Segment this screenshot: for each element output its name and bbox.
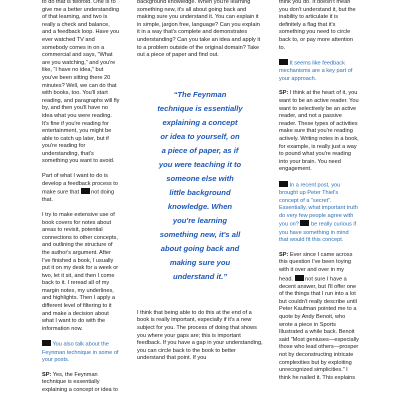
- pull-quote-line: knowledge. When: [167, 201, 233, 211]
- question-text: It seems like feedback mechanisms are a key part of your approach.: [279, 60, 353, 82]
- paragraph-text: Part of what I want to do is develop a feedback process to make sure that: [42, 173, 118, 196]
- pull-quote-line: you're learning: [172, 215, 228, 225]
- paragraph: background knowledge. When you're learning something new, it's all about going back and making sure you understand it. You can explain it in simple, jargon free, language? Can you explain it in a way that's complete and demonstrates understanding? Can you take an idea and apply it to a problem outside of the original domain? Take out a piece of paper and find out.: [137, 0, 261, 59]
- pull-quote-line: technique is essentially: [157, 103, 243, 113]
- pull-quote-line: explaining a concept: [162, 117, 238, 127]
- speaker-label: SP:: [279, 251, 289, 258]
- pull-quote-line: or idea to yourself, on: [160, 131, 240, 141]
- redaction-block: [300, 220, 309, 226]
- question-text: You also talk about the Feynman technique in some of your posts.: [42, 341, 119, 364]
- interview-answer: [279, 252, 359, 383]
- speaker-label: SP:: [279, 90, 289, 97]
- interview-question: [279, 181, 359, 245]
- pull-quote-line: a piece of paper, as if: [161, 145, 239, 155]
- redaction-block: [42, 340, 51, 346]
- column-right: [279, 0, 359, 389]
- pull-quote-line: you were teaching it to: [158, 159, 242, 169]
- interview-answer: [42, 372, 120, 395]
- speaker-label: SP:: [42, 371, 52, 378]
- answer-text: not sure I have a decent answer, but I'll offer one of the things that I run into a lot but couldn't really describe until Peter Kaufman pointed me to a quote by Andy Benoit, who wrote a piece in Sports Illustrated a while back. Benoit said “Most geniuses—especially those who lead others—prosper not by deconstructing intricate complexities but by exploiting unrecognized simplicities.” I think he nailed it. This explains: [279, 276, 359, 381]
- paragraph: [42, 173, 120, 205]
- question-text: In a recent post, you brought up Peter Thiel's concept of a “secret”. Essentially, what important truth do very few people agree with you on?: [279, 182, 358, 228]
- redaction-block: [295, 275, 304, 281]
- redaction-block: [279, 181, 288, 187]
- pull-quote-line: someone else with: [166, 173, 234, 183]
- pull-quote-line: little background: [169, 187, 231, 197]
- pull-quote-line: making sure you: [169, 257, 231, 267]
- paragraph-text: not doing that.: [42, 189, 115, 204]
- column-middle: [137, 0, 263, 370]
- answer-text: Ever since I came across this question I've been toying with it over and over in my head.: [279, 251, 353, 282]
- paragraph: I try to make extensive use of book covers for notes about areas to revisit, potential connections to other concepts, and outlining the structure of the author's argument. After I've finished a book, I usually put it on my desk for a week or two, let it sit, and then I come back to it. I reread all of my margin notes, my underlines, and highlights. Then I apply a different level of filtering to it and make a decision about what I want to do with the information now.: [42, 211, 119, 332]
- pull-quote: [145, 88, 255, 284]
- column-left: [42, 0, 120, 400]
- interview-answer: [279, 90, 359, 174]
- pull-quote-line: about going back and: [160, 243, 240, 253]
- paragraph: think you do. It doesn't mean you don't understand it, but the inability to articulate it is definitely a flag that it's something you need to circle back to, or pay more attention to.: [279, 0, 356, 51]
- interview-question: [42, 340, 120, 364]
- pull-quote-line: “The Feynman: [173, 89, 227, 99]
- pull-quote-line: something new, it's all: [159, 229, 241, 239]
- redaction-block: [81, 188, 90, 194]
- paragraph: to do that is twofold. One is to give me a better understanding of that learning, and two is really a check and balance, and a feedback loop. Have you ever watched TV and somebody comes in on a commercial and says, “What are you watching,” and you're like, “I have no idea,” but you've been sitting there 20 minutes? Well, we can do that with books, too. You'll start reading, and paragraphs will fly by, and then you'll have no idea what you were reading. It's fine if you're reading for entertainment, you might be able to catch up later, but if you're reading for understanding, that's something you want to avoid.: [42, 0, 120, 165]
- pull-quote-line: understand it.”: [172, 271, 227, 281]
- redaction-block: [279, 59, 288, 65]
- paragraph: I think that being able to do this at the end of a book is really important, especially if it's a new subject for you. The process of doing that shows you where your gaps are; this is important feedback. If you have a gap in your understanding, you can circle back to the book to better understand that point. If you: [137, 309, 263, 362]
- answer-text: Yes, the Feynman technique is essentially explaining a concept or idea to: [42, 371, 118, 393]
- interview-question: [279, 59, 359, 83]
- question-text: be really curious if you have something in mind that would fit this concept.: [279, 221, 357, 244]
- answer-text: I think at the heart of it, you want to be an active reader. You want to selectively be an active reader, and not a passive reader. These types of activities make sure that you're reading actively. Writing notes in a book, for example, is really just a way to pound what you're reading into your brain. You need engagement.: [279, 90, 359, 173]
